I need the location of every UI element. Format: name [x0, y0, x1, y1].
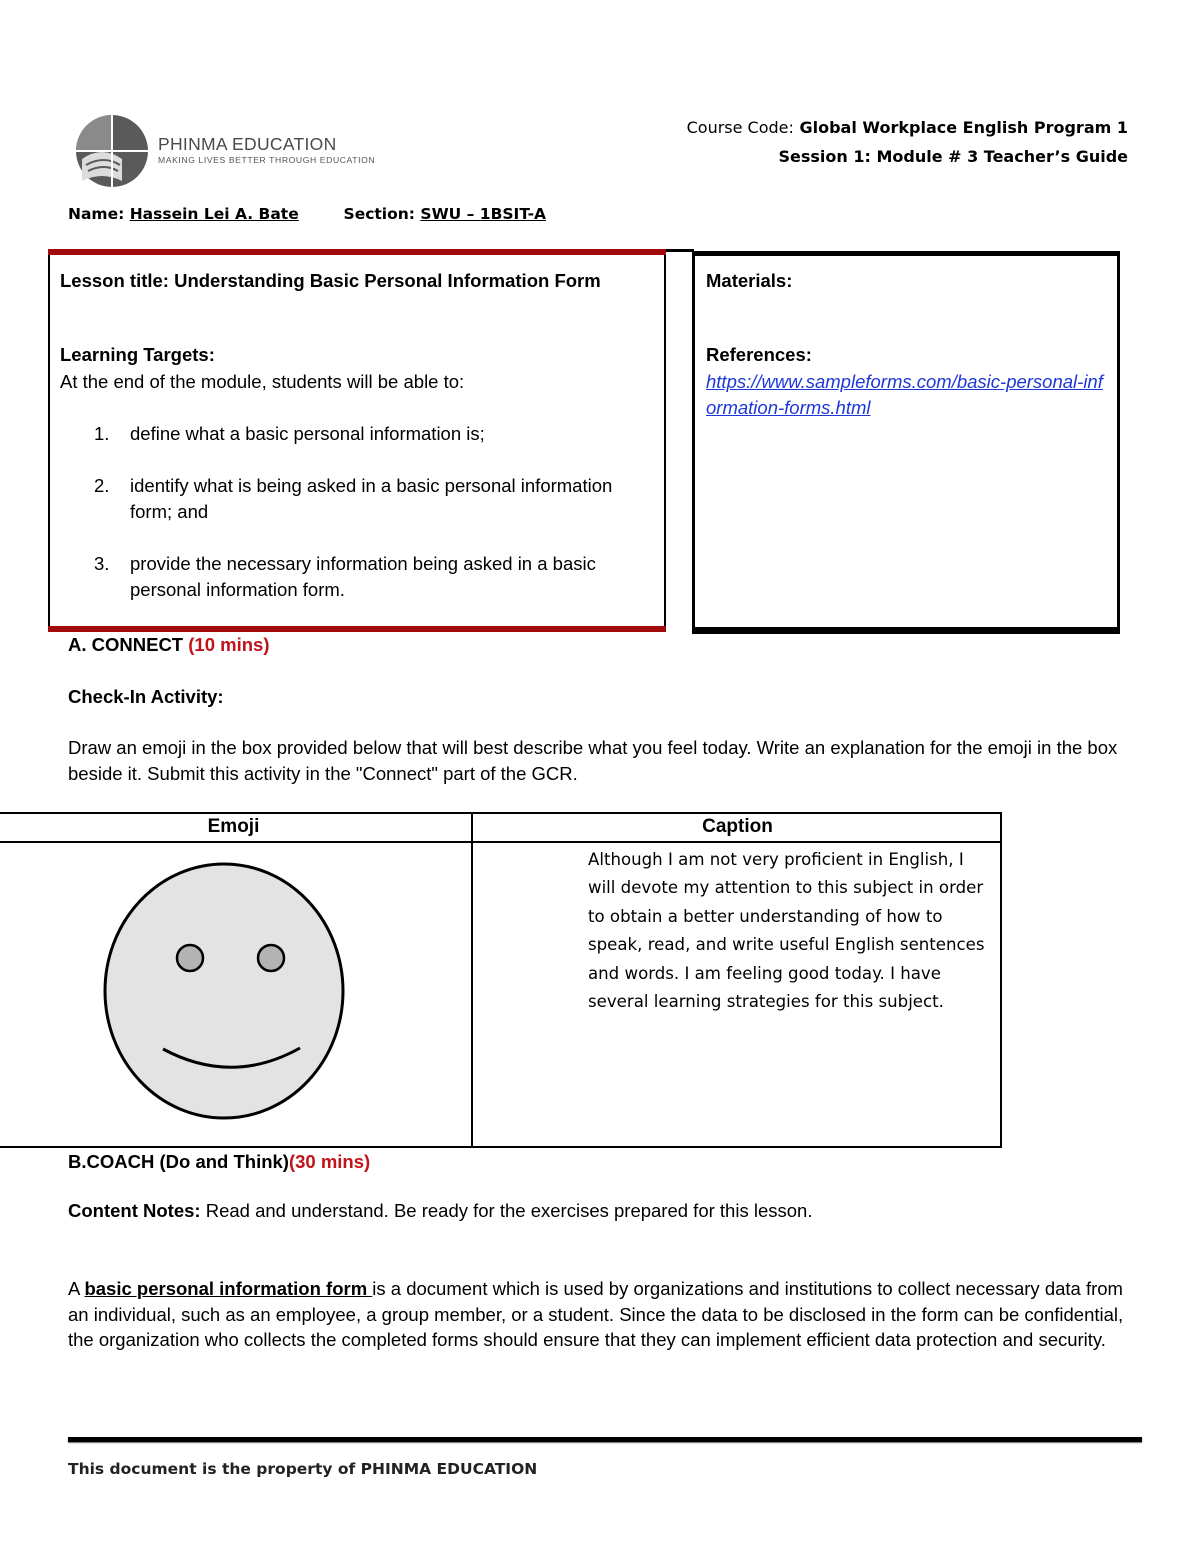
section-label: Section: [343, 205, 415, 223]
connect-instructions: Draw an emoji in the box provided below that will best describe what you feel today. Write an explanation for the emoji in the box beside it. Submit this activity in the "Connect" part of the GCR. [68, 737, 1118, 784]
session-line: Session 1: Module # 3 Teacher’s Guide [778, 147, 1128, 166]
materials-box [692, 251, 1120, 634]
list-number: 2. [94, 475, 110, 496]
student-info [68, 205, 546, 223]
section-value: SWU – 1BSIT-A [420, 205, 547, 223]
definition-paragraph [68, 1276, 1138, 1353]
emoji-caption: Although I am not very proficient in English, I will devote my attention to this subject in order to obtain a better understanding of how to speak, read, and write useful English sentences and words. I am feeling good today. I have several learning strategies for this subject. [588, 850, 985, 1012]
connect-title: A. CONNECT [68, 634, 184, 655]
list-number: 3. [94, 553, 110, 574]
box-spacer [666, 249, 694, 632]
logo-name: PHINMA EDUCATION [158, 134, 337, 154]
table-header-divider [0, 841, 1002, 843]
list-text: define what a basic personal information is; [130, 423, 485, 444]
table-header-caption: Caption [702, 816, 773, 837]
coach-title: B.COACH [68, 1151, 155, 1172]
content-notes-text: Read and understand. Be ready for the exercises prepared for this lesson. [205, 1200, 813, 1221]
table-header-emoji: Emoji [207, 816, 260, 837]
list-text: provide the necessary information being asked in a basic personal information form. [130, 553, 596, 600]
references-label: References: [706, 344, 812, 365]
para-body: is a document which is used by organizations and institutions to collect necessary data from an individual, such as an employee, a group member, or a student. Since the data to be disclosed in the form can be confidential, the organization who collects the completed forms should ensure that they can implement efficient data protection and security. [68, 1278, 1124, 1350]
footer-divider [68, 1437, 1142, 1442]
smiley-emoji-icon [100, 860, 350, 1122]
connect-heading [68, 634, 269, 656]
connect-time: (10 mins) [188, 634, 270, 655]
para-prefix: A [68, 1278, 85, 1299]
course-code [687, 118, 1128, 137]
learning-targets-label: Learning Targets: [60, 344, 215, 365]
footer-text: This document is the property of PHINMA EDUCATION [68, 1460, 538, 1478]
reference-link[interactable]: https://www.sampleforms.com/basic-personal-information-forms.html [706, 371, 1103, 418]
lesson-title: Lesson title: Understanding Basic Personal Information Form [60, 270, 601, 291]
logo-tagline: MAKING LIVES BETTER THROUGH EDUCATION [158, 155, 376, 165]
coach-subtitle: (Do and Think) [159, 1151, 289, 1172]
name-value: Hassein Lei A. Bate [129, 205, 299, 223]
para-term: basic personal information form [84, 1278, 373, 1299]
materials-label: Materials: [706, 270, 793, 291]
table-column-divider [471, 812, 473, 1148]
learning-targets-intro: At the end of the module, students will be able to: [60, 371, 465, 392]
coach-time: (30 mins) [288, 1151, 371, 1172]
content-notes [68, 1200, 812, 1222]
content-notes-label: Content Notes: [68, 1200, 201, 1221]
check-in-label: Check-In Activity: [68, 686, 224, 707]
lesson-box-bottom-border [48, 626, 666, 632]
course-code-value: Global Workplace English Program 1 [799, 118, 1128, 137]
name-label: Name: [68, 205, 125, 223]
list-number: 1. [94, 423, 110, 444]
coach-heading [68, 1151, 370, 1173]
list-text: identify what is being asked in a basic personal information form; and [130, 475, 613, 522]
course-code-label: Course Code: [686, 118, 794, 137]
